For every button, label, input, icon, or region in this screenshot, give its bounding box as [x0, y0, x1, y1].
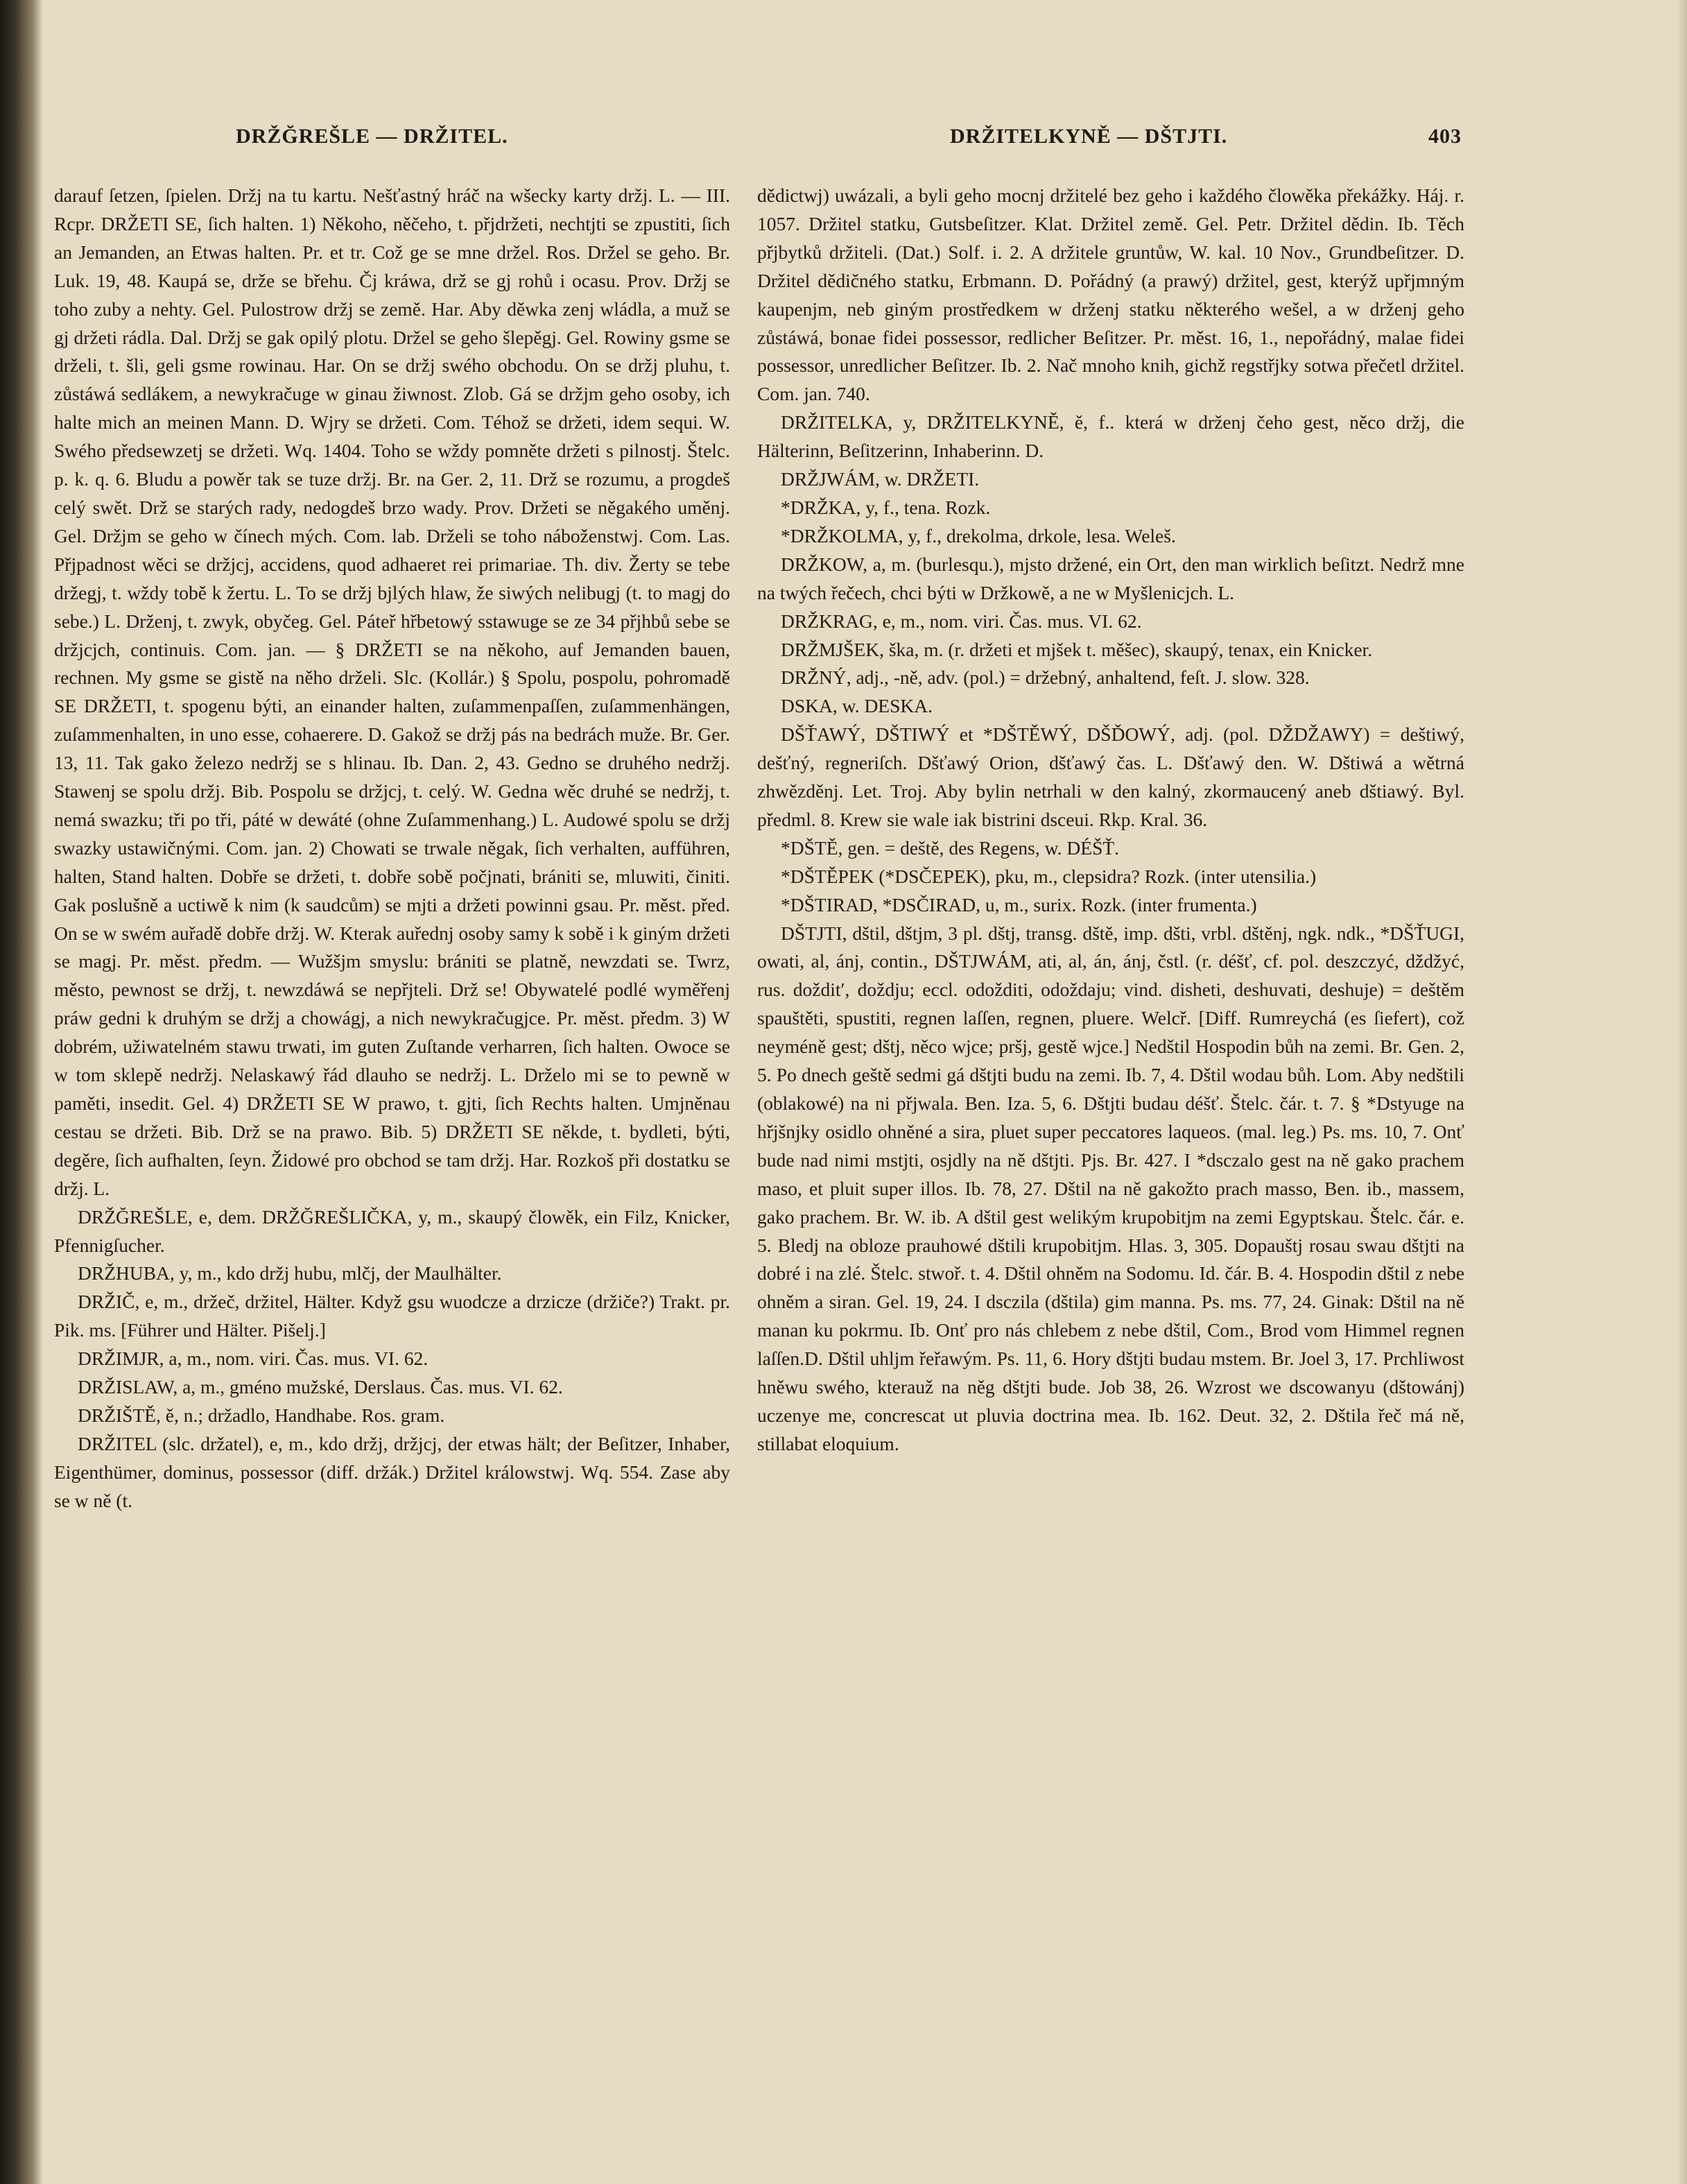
book-spine-shadow	[0, 0, 43, 2184]
left-column	[54, 182, 730, 2103]
entry-drzka: *DRŽKA, y, f., tena. Rozk.	[781, 496, 991, 518]
entry-drzic: DRŽIČ, e, m., držeč, držitel, Hälter. Když gsu wuodcze a drzicze (držiče?) Trakt. pr. Pik. ms. [Führer und Hälter. Pišelj.]	[54, 1291, 730, 1341]
entry-dstepek: *DŠTĚPEK (*DSČEPEK), pku, m., clepsidra? Rozk. (inter utensilia.)	[781, 865, 1317, 887]
header-left-title: DRŽĞREŠLE — DRŽITEL.	[236, 125, 508, 148]
entry-dste: *DŠTĚ, gen. = deště, des Regens, w. DÉŠŤ.	[781, 836, 1120, 859]
entry-drzny: DRŽNÝ, adj., -ně, adv. (pol.) = držebný, anhaltend, feſt. J. slow. 328.	[781, 667, 1310, 689]
entry-drzmjsek: DRŽMJŠEK, ška, m. (r. držeti et mjšek t. měšec), skaupý, tenax, ein Knicker.	[781, 638, 1373, 660]
page-number: 403	[1428, 125, 1462, 148]
entry-drzkolma: *DRŽKOLMA, y, f., drekolma, drkole, lesa. Weleš.	[781, 524, 1176, 547]
header-right-title: DRŽITELKYNĚ — DŠTJTI.	[950, 125, 1228, 148]
entry-drzhuba: DRŽHUBA, y, m., kdo držj hubu, mlčj, der Maulhälter.	[78, 1262, 502, 1284]
page-edge	[1677, 0, 1687, 2184]
entry-dstjti: DŠTJTI, dštil, dštjm, 3 pl. dštj, transg. dště, imp. dšti, vrbl. dštěnj, ngk. ndk., *DŠŤUGI, owati, al, ánj, contin., DŠTJWÁM, ati, al, án, ánj, čstl. (r. déšť, cf. pol. deszczyć, dždžyć, rus. dožditʹ, doždju; eccl. odožditi, odoždaju; vind. disheti, deshuvati, deshuje) = deštěm spauštěti, spustiti, regnen laſſen, regnen, pluere. Welcř. [Diff. Rumreychá (es ſiefert), což neyméně gest; dštj, něco wjce; pršj, gestě wjce.] Nedštil Hospodin bůh na zemi. Br. Gen. 2, 5. Po dnech geště sedmi gá dštjti budu na zemi. Ib. 7, 4. Dštil wodau bůh. Lom. Aby nedštili (oblakowé) na ni přjwala. Ben. Iza. 5, 6. Dštjti budau déšť. Štelc. čár. t. 7. § *Dstyuge na hřjšnjky osidlo ohněné a sira, pluet super peccatores laqueos. (mal. leg.) Ps. ms. 10, 7. Onť bude nad nimi mstjti, osjdly na ně dštjti. Pjs. Br. 427. I *dsczalo gest na ně gako prachem maso, et pluit super illos. Ib. 78, 27. Dštil na ně gakožto prach masso, Ben. ib., massem, gako prachem. Br. W. ib. A dštil gest welikým krupobitjm na zemi Egyptskau. Štelc. čár. e. 5. Bledj na obloze prauhowé dštili krupobitjm. Hlas. 3, 305. Dopauštj rosau swau dštjti na dobré i na zlé. Štelc. stwoř. t. 4. Dštil ohněm na Sodomu. Id. čár. B. 4. Hospodin dštil z nebe ohněm a siran. Gel. 19, 24. I dsczila (dštila) gim manna. Ps. ms. 77, 24. Ginak: Dštil na ně manan ku pokrmu. Ib. Onť pro nás chlebem z nebe dštil, Com., Brod vom Himmel regnen laſſen.D. Dštil uhljm řeřawým. Ps. 11, 6. Hory dštjti budau mstem. Br. Joel 3, 17. Prchliwost hněwu swého, kterauž na něg dštjti bude. Job 38, 26. Wzrost we dscowanyu (dštowánj) uczenye me, concrescat ut pluvia doctrina mea. Ib. 162. Deut. 32, 2. Dštila řeč má ně, stillabat eloquium.	[757, 922, 1464, 1454]
entry-drzitelka: DRŽITELKA, y, DRŽITELKYNĚ, ě, f.. která w drženj čeho gest, něco držj, die Hälterinn, Beſitzerinn, Inhaberinn. D.	[757, 411, 1464, 462]
entry-drzitel-continued: dědictwj) uwázali, a byli geho mocnj držitelé bez geho i každého člowěka překážky. Háj. r. 1057. Držitel statku, Gutsbeſitzer. Klat. Držitel země. Gel. Petr. Držitel dědin. Ib. Těch přjbytků držiteli. (Dat.) Solf. i. 2. A držitele gruntůw, W. kal. 10 Nov., Grundbeſitzer. D. Držitel dědičného statku, Erbmann. D. Pořádný (a prawý) držitel, gest, kterýž upřjmným kaupenjm, neb giným prostředkem w drženj statku některého wešel, a w drženj geho zůstáwá, bonae fidei possessor, redlicher Beſitzer. Pr. měst. 16, 1., nepořádný, malae fidei possessor, unredlicher Beſitzer. Ib. 2. Nač mnoho knih, gichž regstřjky sotwa přečetl držitel. Com. jan. 740.	[757, 184, 1464, 405]
entry-dstawy: DŠŤAWÝ, DŠTIWÝ et *DŠTĚWÝ, DŠĎOWÝ, adj. (pol. DŽDŽAWY) = deštiwý, dešťný, regneriſch. Dšťawý Orion, dšťawý čas. L. Dšťawý den. W. Dštiwá a wětrná zhwězděnj. Let. Troj. Aby bylin netrhali w den kalný, zkormaucený aneb dštiawý. Byl. předml. 8. Krew sie wale iak bistrini dsceui. Rkp. Kral. 36.	[757, 723, 1464, 830]
entry-drzgresle: DRŽĞREŠLE, e, dem. DRŽĞREŠLIČKA, y, m., skaupý člowěk, ein Filz, Knicker, Pfennigſucher.	[54, 1205, 730, 1256]
right-column	[757, 182, 1464, 2103]
running-header	[55, 125, 1498, 166]
entry-dstirad: *DŠTIRAD, *DSČIRAD, u, m., surix. Rozk. (inter frumenta.)	[781, 893, 1257, 915]
entry-drzitel: DRŽITEL (slc. držatel), e, m., kdo držj, držjcj, der etwas hält; der Beſitzer, Inhaber, Eigenthümer, dominus, possessor (diff. držák.) Držitel králowstwj. Wq. 554. Zase aby se w ně (t.	[54, 1432, 730, 1511]
entry-drzkrag: DRŽKRAG, e, m., nom. viri. Čas. mus. VI. 62.	[781, 610, 1142, 632]
entry-dska: DSKA, w. DESKA.	[781, 695, 933, 717]
entry-drzjwam: DRŽJWÁM, w. DRŽETI.	[781, 468, 980, 490]
entry-drzimjr: DRŽIMJR, a, m., nom. viri. Čas. mus. VI. 62.	[78, 1348, 429, 1370]
entry-drzkow: DRŽKOW, a, m. (burlesqu.), mjsto držené, ein Ort, den man wirklich beſitzt. Nedrž mne na twých řečech, chci býti w Držkowě, a ne w Myšlenicjch. L.	[757, 553, 1464, 603]
entry-continuation: darauf ſetzen, ſpielen. Držj na tu kartu. Nešťastný hráč na wšecky karty držj. L. — III. Rcpr. DRŽETI SE, ſich halten. 1) Někoho, něčeho, t. přjdržeti, nechtjti se zpustiti, ſich an Jemanden, an Etwas halten. Pr. et tr. Což ge se mne držel. Ros. Držel se geho. Br. Luk. 19, 48. Kaupá se, drže se břehu. Čj kráwa, drž se gj rohů i ocasu. Prov. Držj se toho zuby a nehty. Gel. Pulostrow držj se země. Har. Aby děwka zenj wládla, a muž se gj držeti rádla. Dal. Držj se gak opilý plotu. Držel se geho šlepěgj. Gel. Rowiny gsme se drželi, t. šli, geli gsme rowinau. Har. On se držj swého obchodu. On se držj pluhu, t. zůstáwá sedlákem, a newykračuge w ginau žiwnost. Zlob. Gá se držjm geho osoby, ich halte mich an meinen Mann. D. Wjry se držeti. Com. Téhož se držeti, idem sequi. W. Swého předsewzetj se držeti. Wq. 1404. Toho se wždy pomněte držeti s pilnostj. Štelc. p. k. q. 6. Bludu a powěr tak se tuze držj. Br. na Ger. 2, 11. Drž se rozumu, a progdeš celý swět. Drž se starých rady, nedogdeš brzo wady. Prov. Držeti se něgakého uměnj. Gel. Držjm se geho w čínech mých. Com. lab. Drželi se toho náboženstwj. Com. Las. Přjpadnost wěci se držjcj, accidens, quod adhaeret rei primariae. Th. div. Žerty se tebe držegj, t. wždy tobě k žertu. L. To se držj bjlých hlaw, že siwých nelibugj (t. to magj do sebe.) L. Drženj, t. zwyk, obyčeg. Gel. Páteř hřbetowý sstawuge se ze 34 přjhbů sebe se držjcjch, continuis. Com. jan. — § DRŽETI se na někoho, auf Jemanden bauen, rechnen. My gsme se gistě na něho drželi. Slc. (Kollár.) § Spolu, pospolu, pohromadě SE DRŽETI, t. spogenu býti, an einander halten, zuſammenpaſſen, zuſammenhängen, zuſammenhalten, in uno esse, cohaerere. D. Gakož se držj pás na bedrách muže. Br. Ger. 13, 11. Tak gako železo nedržj se s hlinau. Ib. Dan. 2, 43. Gedno se druhého nedržj. Stawenj se spolu držj. Bib. Pospolu se držjcj, t. celý. W. Gedna wěc druhé se nedržj, t. nemá swazku; tři po tři, páté w dewáté (ohne Zuſammenhang.) L. Audowé spolu se držj swazky ustawičnými. Com. jan. 2) Chowati se trwale něgak, ſich verhalten, aufführen, halten, Stand halten. Dobře se držeti, t. dobře sobě počjnati, brániti se, mluwiti, činiti. Gak poslušně a uctiwě k nim (k saudcům) se mjti a držeti powinni gsau. Pr. měst. před. On se w swém auřadě dobře držj. W. Kterak auřednj osoby samy k sobě i k giným držeti se magj. Pr. měst. předm. — Wužšjm smyslu: brániti se platně, newzdati se. Twrz, město, pewnost se držj, t. newzdáwá se nepřjteli. Drž se! Obywatelé podlé wyměřenj práw gedni k druhým se držj a chowágj, a nich newykračugjce. Pr. měst. předm. 3) W dobrém, užiwatelném stawu trwati, im guten Zuſtande verharren, ſich halten. Owoce se w tom sklepě nedržj. Nelaskawý řád dlauho se nedržj. L. Drželo mi se to pewně w paměti, insedit. Gel. 4) DRŽETI SE W prawo, t. gjti, ſich Rechts halten. Umjněnau cestau se držeti. Bib. Drž se na prawo. Bib. 5) DRŽETI SE někde, t. bydleti, býti, degěre, ſich aufhalten, ſeyn. Židowé pro obchod se tam držj. Har. Rozkoš při dostatku se držj. L.	[54, 184, 730, 1199]
entry-drziste: DRŽIŠTĚ, ě, n.; držadlo, Handhabe. Ros. gram.	[78, 1404, 445, 1426]
entry-drzislaw: DRŽISLAW, a, m., gméno mužské, Derslaus. Čas. mus. VI. 62.	[78, 1376, 563, 1398]
